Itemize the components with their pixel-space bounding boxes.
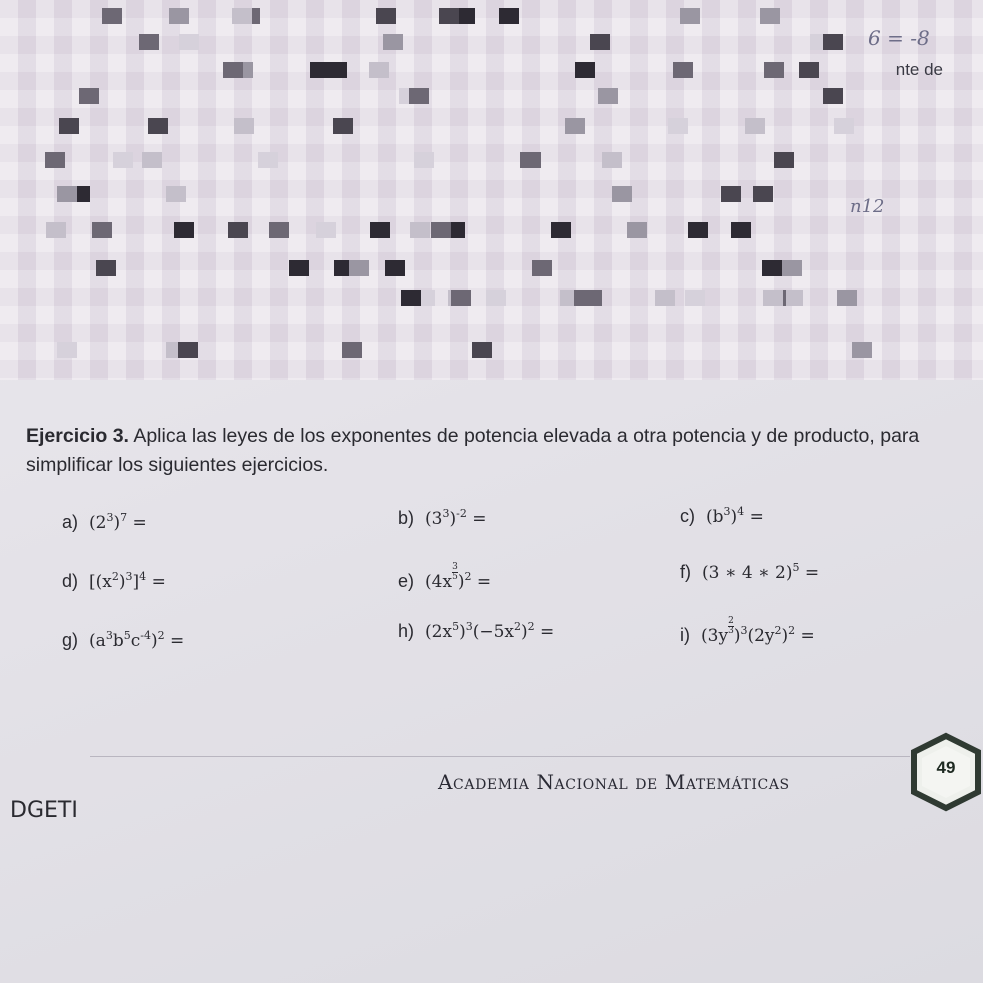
expr-equals: =	[127, 513, 147, 533]
expr-part: )	[150, 631, 158, 651]
pixel-block	[823, 34, 843, 50]
expr-part: b	[112, 631, 124, 651]
expr-equals: =	[795, 626, 815, 646]
dgeti-footer-text: DGETI	[10, 798, 78, 823]
exercise-item-i	[680, 617, 815, 646]
expr-part: )	[521, 622, 528, 642]
fraction-denominator: 5	[452, 572, 458, 582]
item-label: i)	[680, 625, 690, 645]
pixelated-redaction	[0, 0, 983, 380]
pixel-block	[499, 8, 519, 24]
pixel-block	[745, 118, 765, 134]
expr-exponent: 4	[139, 570, 147, 583]
exercise-item-h	[398, 621, 554, 642]
pixel-block	[764, 62, 784, 78]
expr-part: )	[781, 626, 789, 646]
pixel-block	[59, 118, 79, 134]
pixel-block	[113, 152, 133, 168]
item-label: c)	[680, 506, 695, 526]
expr-exponent: 2	[527, 620, 535, 633]
pixel-block	[668, 118, 688, 134]
expr-exponent: 2	[774, 624, 782, 637]
expr-equals: =	[146, 572, 166, 592]
expr-exponent: 2	[464, 570, 472, 583]
pixel-block	[234, 118, 254, 134]
expr-exponent: 5	[452, 620, 460, 633]
expr-equals: =	[799, 563, 820, 583]
pixel-block	[45, 152, 65, 168]
expr-exponent: 3	[723, 505, 731, 518]
footer-divider	[90, 756, 910, 757]
exercise-item-e	[398, 563, 491, 592]
expr-exponent: 3	[465, 620, 473, 633]
pixel-block	[431, 222, 451, 238]
exercise-title	[26, 422, 976, 480]
pixel-block	[79, 88, 99, 104]
expr-part: )	[118, 572, 126, 592]
pixel-block	[410, 222, 430, 238]
pixel-block	[472, 342, 492, 358]
pixel-block	[823, 88, 843, 104]
pixel-block	[590, 34, 610, 50]
item-label: g)	[62, 630, 79, 650]
pixel-block	[837, 290, 857, 306]
expr-part: )	[449, 509, 457, 529]
handwritten-note: 6 = -8	[868, 26, 930, 50]
pixel-block	[57, 342, 77, 358]
exercise-item-a	[62, 512, 147, 533]
pixel-block	[370, 222, 390, 238]
expr-part: (3 ∗ 4 ∗ 2)	[702, 563, 793, 583]
expr-exponent: 2	[514, 620, 521, 633]
pixel-block	[139, 34, 159, 50]
fraction-numerator: 2	[728, 616, 734, 626]
expr-exponent: 5	[792, 561, 800, 574]
pixel-block	[782, 260, 802, 276]
expr-part: (b	[706, 507, 724, 527]
pixel-block	[760, 8, 780, 24]
pixel-block	[409, 88, 429, 104]
expr-equals: =	[466, 509, 487, 529]
expr-exponent: 2	[788, 624, 796, 637]
pixel-block	[96, 260, 116, 276]
pixel-block	[753, 186, 773, 202]
pixel-block	[486, 290, 506, 306]
pixel-block	[451, 290, 471, 306]
pixel-block	[289, 260, 309, 276]
expr-part: c	[130, 631, 141, 651]
pixel-block	[575, 62, 595, 78]
pixel-block	[102, 8, 122, 24]
expr-part: )	[459, 622, 466, 642]
expr-part: )	[733, 626, 741, 646]
pixel-block	[316, 222, 336, 238]
expr-part: (a	[89, 631, 106, 651]
expr-exponent: 3	[105, 629, 113, 642]
expr-part: )	[457, 572, 465, 592]
pixel-block	[834, 118, 854, 134]
expr-part: (2x	[425, 622, 453, 642]
pixel-block	[376, 8, 396, 24]
pixel-block	[574, 290, 594, 306]
expr-exponent: 2	[111, 570, 119, 583]
item-label: d)	[62, 571, 79, 591]
page-number: 49	[936, 758, 956, 777]
pixel-block	[627, 222, 647, 238]
expr-part: [(x	[89, 572, 112, 592]
pixel-block	[414, 152, 434, 168]
pixel-block	[92, 222, 112, 238]
pixel-block	[612, 186, 632, 202]
exercise-title-text: Aplica las leyes de los exponentes de potencia elevada a otra potencia y de producto, para simplificar los siguientes ejercicios.	[26, 425, 920, 476]
pixel-block	[521, 152, 541, 168]
expr-part: (3y	[701, 626, 729, 646]
pixel-block	[369, 62, 389, 78]
expr-part: (3	[425, 509, 443, 529]
pixel-block	[439, 8, 459, 24]
pixel-block	[174, 222, 194, 238]
pixel-block	[258, 152, 278, 168]
exercise-title-bold: Ejercicio 3.	[26, 425, 129, 447]
pixel-block	[655, 290, 675, 306]
pixel-block	[178, 342, 198, 358]
item-label: e)	[398, 571, 415, 591]
pixel-block	[688, 222, 708, 238]
expr-part: (2y	[747, 626, 775, 646]
item-label: h)	[398, 621, 415, 641]
pixel-block	[673, 62, 693, 78]
pixel-block	[383, 34, 403, 50]
pixel-block	[532, 260, 552, 276]
pixel-block	[602, 152, 622, 168]
expr-exponent: -4	[140, 629, 151, 642]
exercise-item-g	[62, 630, 184, 651]
academia-footer-text: Academia Nacional de Matemáticas	[438, 770, 790, 794]
exercise-item-b	[398, 508, 487, 529]
pixel-block	[762, 260, 782, 276]
header-fragment-text: nte de	[895, 60, 943, 79]
pixel-block	[774, 152, 794, 168]
pixel-block	[179, 34, 199, 50]
pixel-block	[228, 222, 248, 238]
pixel-block	[763, 290, 783, 306]
pixel-block	[721, 186, 741, 202]
pixel-block	[166, 186, 186, 202]
item-label: f)	[680, 562, 691, 582]
expr-part: (2	[89, 513, 107, 533]
pixel-block	[57, 186, 77, 202]
expr-equals: =	[164, 631, 185, 651]
pixel-block	[783, 290, 803, 306]
expr-exponent: 4	[737, 505, 745, 518]
expr-equals: =	[744, 507, 764, 527]
exercise-item-f	[680, 562, 819, 583]
pixel-block	[148, 118, 168, 134]
handwritten-note: n12	[850, 196, 885, 217]
expr-exponent: 3	[125, 570, 133, 583]
expr-part: )	[113, 513, 121, 533]
pixel-block	[142, 152, 162, 168]
expr-exponent: -2	[456, 507, 467, 520]
exercise-item-d	[62, 571, 166, 592]
expr-exponent: 5	[123, 629, 131, 642]
expr-equals: =	[471, 572, 492, 592]
pixel-block	[327, 62, 347, 78]
pixel-block	[342, 342, 362, 358]
expr-exponent: 7	[120, 511, 128, 524]
expr-exponent: 3	[106, 511, 114, 524]
expr-exponent: 2	[157, 629, 165, 642]
pixel-block	[223, 62, 243, 78]
expr-part: (−5x	[472, 622, 514, 642]
expr-exponent: 3	[740, 624, 748, 637]
pixel-block	[731, 222, 751, 238]
pixel-block	[169, 8, 189, 24]
pixel-block	[852, 342, 872, 358]
pixel-block	[565, 118, 585, 134]
pixel-block	[385, 260, 405, 276]
pixel-block	[551, 222, 571, 238]
pixel-block	[799, 62, 819, 78]
expr-part: ]	[132, 572, 140, 592]
expr-part: (4x	[425, 572, 453, 592]
pixel-block	[598, 88, 618, 104]
pixel-block	[685, 290, 705, 306]
expr-part: )	[730, 507, 738, 527]
pixel-block	[46, 222, 66, 238]
pixel-block	[680, 8, 700, 24]
item-label: a)	[62, 512, 79, 532]
pixel-block	[269, 222, 289, 238]
pixel-block	[349, 260, 369, 276]
expr-exponent: 3	[442, 507, 450, 520]
exercise-item-c	[680, 506, 764, 527]
expr-equals: =	[534, 622, 555, 642]
fraction-denominator: 3	[728, 626, 734, 636]
fraction-numerator: 3	[452, 562, 458, 572]
pixel-block	[333, 118, 353, 134]
item-label: b)	[398, 508, 415, 528]
pixel-block	[232, 8, 252, 24]
pixel-block	[401, 290, 421, 306]
